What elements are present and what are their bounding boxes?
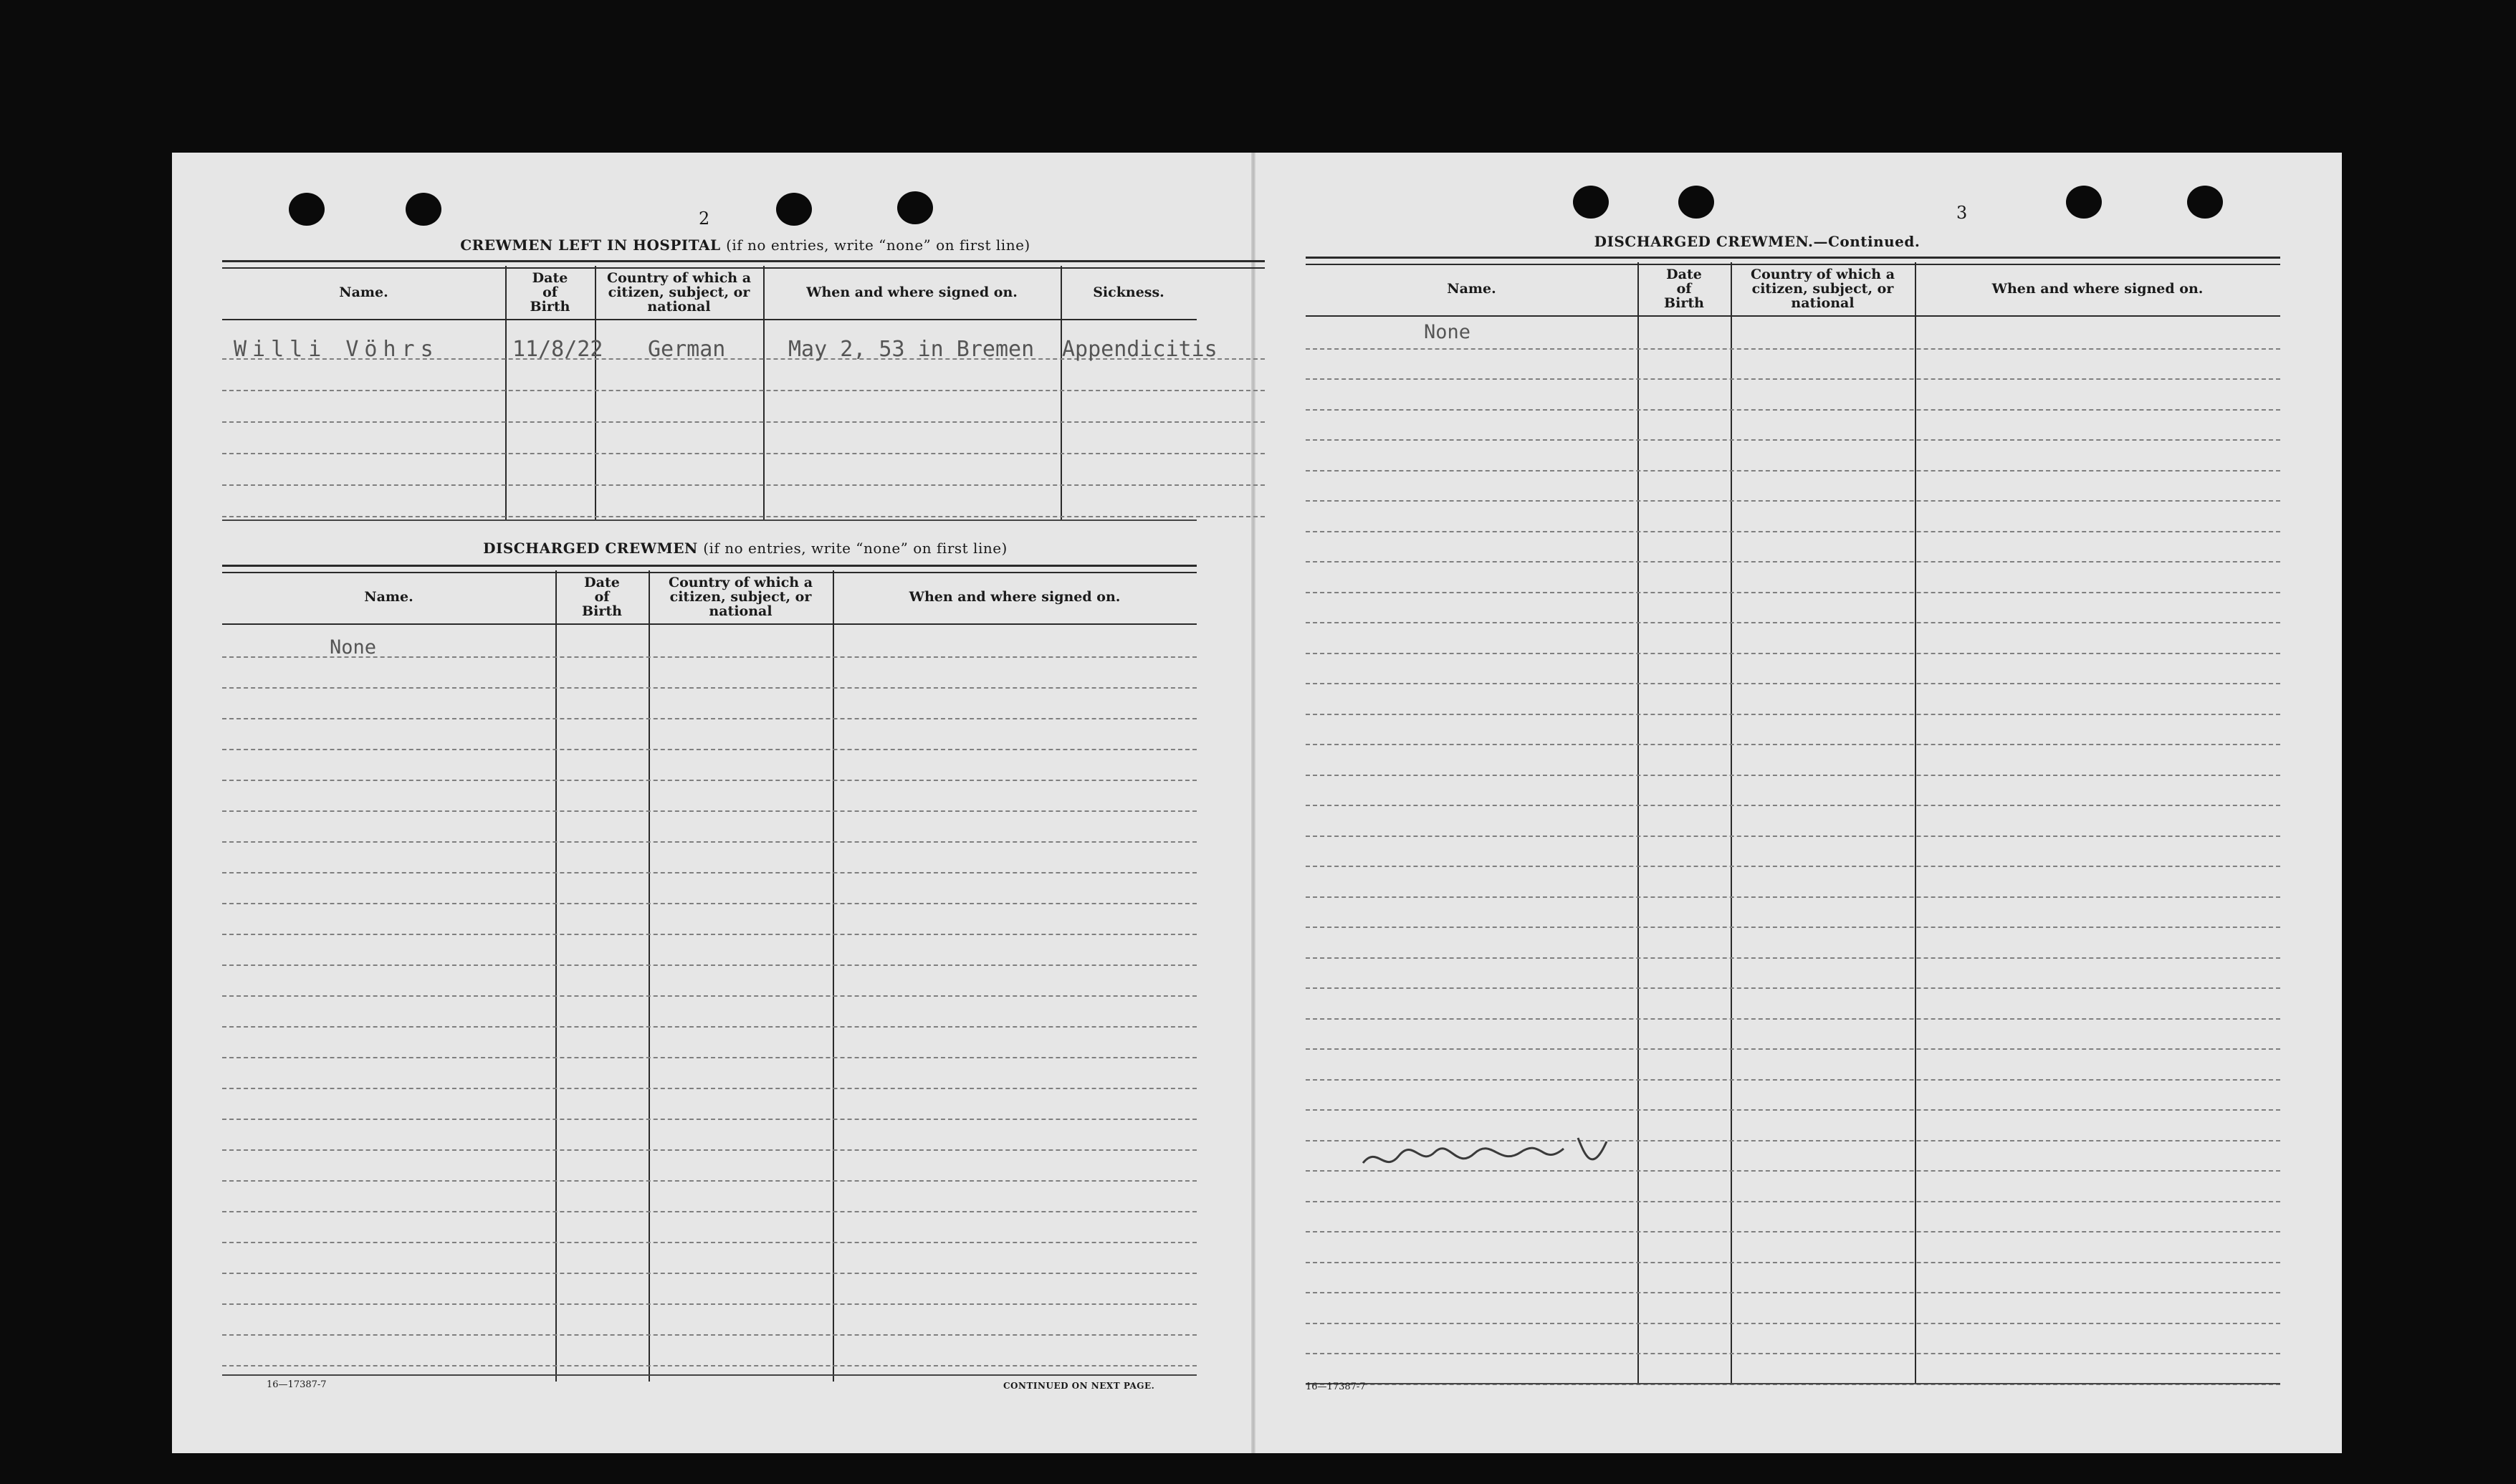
column-header-name: Name. <box>339 284 388 300</box>
table-row <box>222 780 1197 781</box>
table-row <box>222 1334 1197 1336</box>
table-row <box>1306 1018 2280 1020</box>
table-row <box>1306 531 2280 532</box>
table-row <box>1306 836 2280 837</box>
table-row <box>1306 561 2280 563</box>
table-row <box>1306 775 2280 776</box>
table-row <box>222 1211 1197 1212</box>
table-row <box>222 1088 1197 1089</box>
form-code: 16—17387-7 <box>1306 1382 1366 1392</box>
table-row <box>1306 1292 2280 1293</box>
discharged-table <box>222 565 1197 1378</box>
table-row <box>1306 1323 2280 1324</box>
table-row <box>222 1119 1197 1120</box>
left-page <box>172 153 1251 1453</box>
table-row <box>222 1242 1197 1243</box>
table-row <box>222 1365 1197 1366</box>
table-row <box>222 390 1265 391</box>
table-row <box>1306 500 2280 502</box>
column-header-dob: Date of Birth <box>530 270 570 315</box>
table-row <box>1306 805 2280 806</box>
column-header-sickness: Sickness. <box>1093 284 1164 300</box>
column-header-country: Country of which a citizen, subject, or national <box>606 270 752 315</box>
entry-signed-on: May 2, 53 in Bremen <box>788 337 1035 362</box>
table-row <box>222 1180 1197 1182</box>
table-row <box>222 718 1197 719</box>
column-header-name: Name. <box>1447 281 1496 297</box>
table-row <box>1306 1201 2280 1202</box>
form-code: 16—17387-7 <box>267 1379 327 1390</box>
table-row <box>1306 683 2280 684</box>
table-row <box>222 964 1197 966</box>
table-row <box>1306 622 2280 623</box>
table-row <box>1306 1353 2280 1354</box>
continued-note: CONTINUED ON NEXT PAGE. <box>1003 1381 1155 1391</box>
column-header-signed-on: When and where signed on. <box>909 589 1121 605</box>
discharged-continued-title: DISCHARGED CREWMEN.—Continued. <box>1594 233 1921 250</box>
table-row <box>222 1303 1197 1305</box>
discharged-section-title: DISCHARGED CREWMEN (if no entries, write “none” on first line) <box>483 540 1008 557</box>
column-header-dob: Date of Birth <box>1664 267 1704 311</box>
entry-name-none: None <box>330 636 377 659</box>
table-row <box>1306 409 2280 411</box>
page-number: 2 <box>699 209 710 229</box>
table-row <box>1306 744 2280 745</box>
table-row <box>222 841 1197 843</box>
page-number: 3 <box>1956 203 1968 223</box>
table-row <box>222 484 1265 486</box>
entry-name: Willi Vöhrs <box>234 337 439 362</box>
table-row <box>222 749 1197 750</box>
table-row <box>1306 378 2280 380</box>
column-header-country: Country of which a citizen, subject, or national <box>1750 267 1895 311</box>
table-row <box>1306 653 2280 654</box>
table-row <box>1306 987 2280 989</box>
table-row <box>222 872 1197 873</box>
entry-sickness: Appendicitis <box>1062 337 1218 362</box>
table-row <box>1306 1048 2280 1050</box>
table-row <box>222 453 1265 454</box>
column-header-signed-on: When and where signed on. <box>806 284 1018 300</box>
entry-dob: 11/8/22 <box>512 337 603 362</box>
entry-name-none: None <box>1424 321 1471 343</box>
table-row <box>222 903 1197 904</box>
column-header-signed-on: When and where signed on. <box>1991 281 2204 297</box>
table-row <box>222 1026 1197 1028</box>
table-row <box>1306 714 2280 715</box>
table-row <box>222 516 1265 517</box>
handwritten-signature <box>1349 1124 1621 1181</box>
table-row <box>1306 592 2280 593</box>
table-row <box>222 1149 1197 1151</box>
table-row <box>222 810 1197 812</box>
table-row <box>1306 1079 2280 1081</box>
column-header-country: Country of which a citizen, subject, or national <box>668 575 813 619</box>
table-row <box>1306 1109 2280 1111</box>
table-row <box>222 1057 1197 1058</box>
table-row <box>222 995 1197 997</box>
table-row <box>222 687 1197 689</box>
ledger-sheet <box>172 153 2342 1453</box>
table-row <box>1306 866 2280 867</box>
table-row <box>222 421 1265 423</box>
column-header-name: Name. <box>364 589 413 605</box>
table-row <box>1306 896 2280 898</box>
column-header-dob: Date of Birth <box>582 575 622 619</box>
table-row <box>1306 957 2280 959</box>
entry-country: German <box>648 337 726 362</box>
table-row <box>1306 470 2280 471</box>
table-row <box>222 934 1197 935</box>
hospital-section-title: CREWMEN LEFT IN HOSPITAL (if no entries, write “none” on first line) <box>460 236 1030 254</box>
table-row <box>222 1273 1197 1274</box>
table-row <box>1306 1231 2280 1232</box>
table-row <box>1306 348 2280 350</box>
table-row <box>1306 1262 2280 1263</box>
table-row <box>1306 927 2280 928</box>
discharged-continued-table <box>1306 257 2280 1389</box>
right-page <box>1255 153 2342 1453</box>
table-row <box>1306 439 2280 441</box>
